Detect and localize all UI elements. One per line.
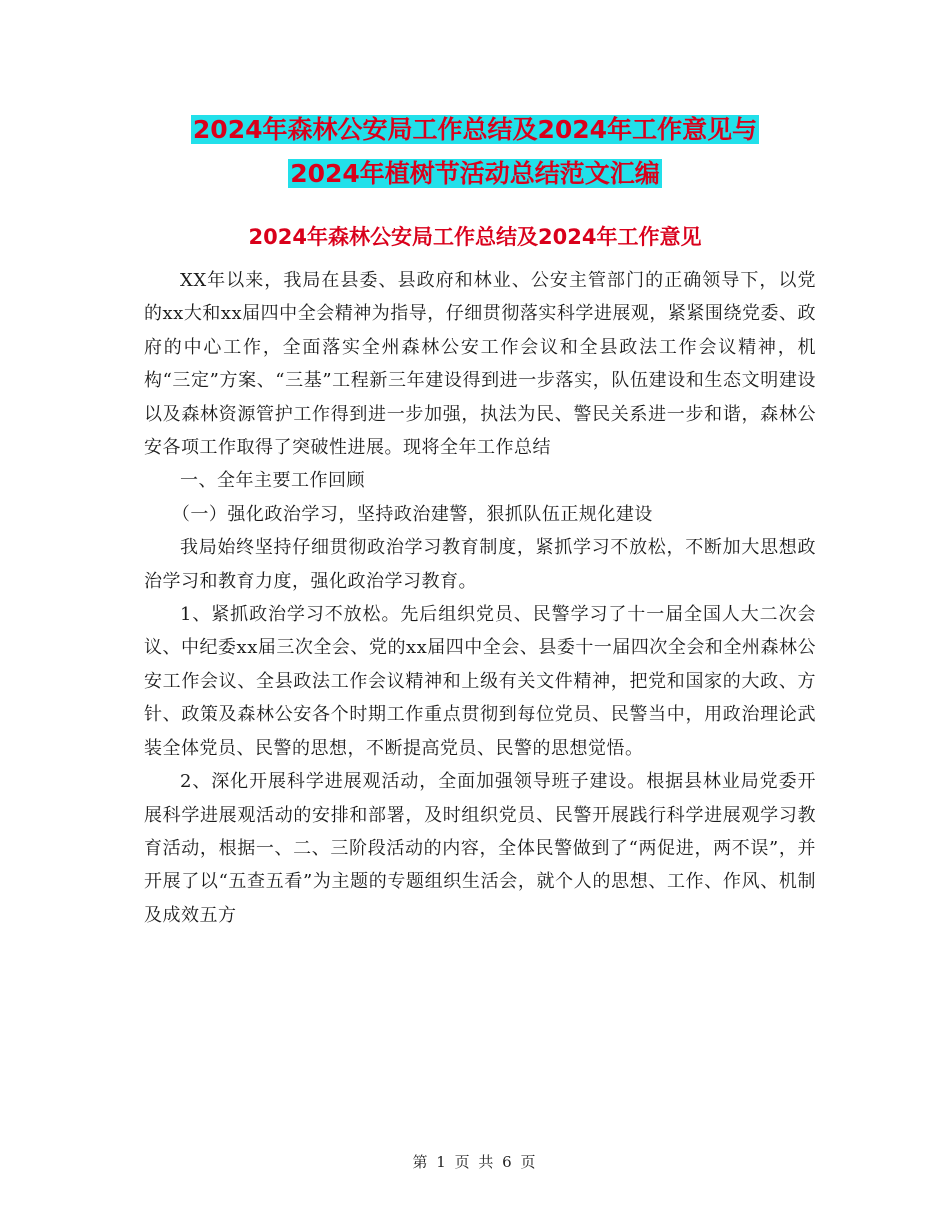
page-footer: 第 1 页 共 6 页	[412, 1153, 538, 1171]
section-title: 2024年森林公安局工作总结及2024年工作意见	[248, 225, 702, 249]
heading-review: 一、全年主要工作回顾	[180, 470, 365, 492]
title-line-2-text: 2024年植树节活动总结范文汇编	[290, 159, 660, 188]
paragraph-item-2: 2、深化开展科学进展观活动，全面加强领导班子建设。根据县林业局党委开展科学进展观活动的安排和部署，及时组织党员、民警开展践行科学进展观学习教育活动，根据一、二、三阶段活动的内容，全体民警做到了“两促进，两不误”，并开展了以“五查五看”为主题的专题组织生活会，就个人的思想、工作、作风、机制及成效五方	[144, 771, 816, 926]
document-title-line-2	[0, 156, 950, 192]
title-line-1-text: 2024年森林公安局工作总结及2024年工作意见与	[192, 115, 758, 144]
subheading-political-study: （一）强化政治学习，坚持政治建警，狠抓队伍正规化建设	[171, 503, 653, 525]
paragraph-item-1: 1、紧抓政治学习不放松。先后组织党员、民警学习了十一届全国人大二次会议、中纪委xx届三次全会、党的xx届四中全会、县委十一届四次全会和全州森林公安工作会议、全县政法工作会议精神和上级有关文件精神，把党和国家的大政、方针、政策及森林公安各个时期工作重点贯彻到每位党员、民警当中，用政治理论武装全体党员、民警的思想，不断提高党员、民警的思想觉悟。	[144, 604, 816, 759]
paragraph-intro: XX年以来，我局在县委、县政府和林业、公安主管部门的正确领导下，以党的xx大和xx届四中全会精神为指导，仔细贯彻落实科学进展观，紧紧围绕党委、政府的中心工作，全面落实全州森林公安工作会议和全县政法工作会议精神，机构“三定”方案、“三基”工程新三年建设得到进一步落实，队伍建设和生态文明建设以及森林资源管护工作得到进一步加强，执法为民、警民关系进一步和谐，森林公安各项工作取得了突破性进展。现将全年工作总结	[144, 270, 816, 459]
paragraph-study-system: 我局始终坚持仔细贯彻政治学习教育制度，紧抓学习不放松，不断加大思想政治学习和教育力度，强化政治学习教育。	[144, 537, 816, 592]
document-title-line-1	[0, 112, 950, 148]
document-body	[144, 264, 816, 932]
